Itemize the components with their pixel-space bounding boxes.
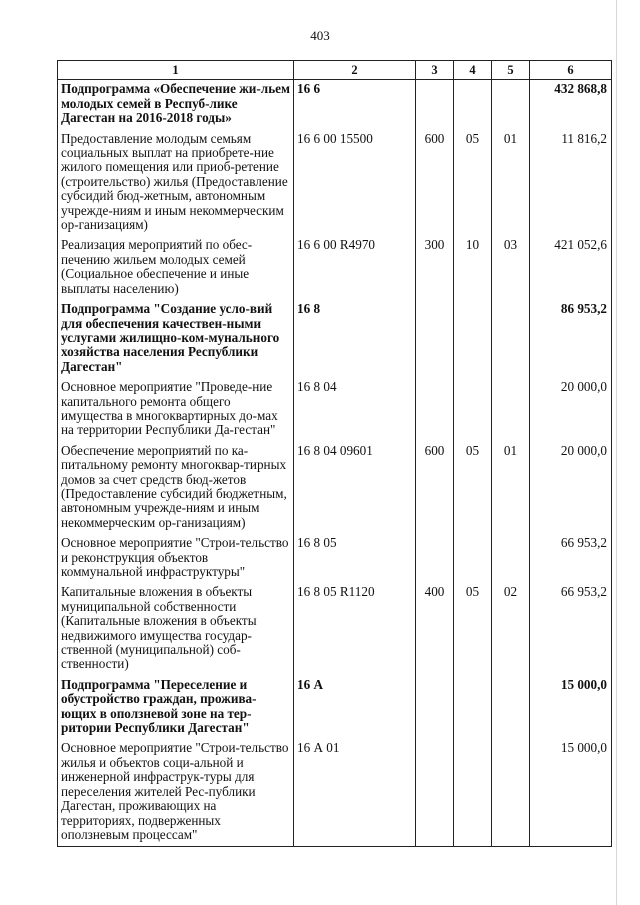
table-row [58, 534, 612, 583]
column-header: 5 [492, 61, 530, 80]
row-col4-cell: 05 [454, 442, 492, 534]
row-col4-cell [454, 300, 492, 378]
column-header: 2 [294, 61, 416, 80]
row-name-cell: Подпрограмма «Обеспечение жи-льем молодых семей в Респуб-лике Дагестан на 2016-2018 годы» [58, 80, 294, 130]
table-row [58, 300, 612, 378]
row-amount-cell: 20 000,0 [530, 378, 612, 442]
row-col5-cell [492, 676, 530, 740]
row-col5-cell: 01 [492, 130, 530, 237]
row-name-cell: Обеспечение мероприятий по ка-питальному ремонту многоквар-тирных домов за счет средств бюд-жетов (Предоставление субсидий бюджетным, автономным учрежде-ниям и иным некоммерческим ор-ганизациям) [58, 442, 294, 534]
row-col5-cell: 02 [492, 583, 530, 675]
row-col5-cell [492, 739, 530, 846]
row-amount-cell: 432 868,8 [530, 80, 612, 130]
table-row [58, 583, 612, 675]
row-col5-cell: 01 [492, 442, 530, 534]
row-col4-cell: 10 [454, 236, 492, 300]
row-col5-cell [492, 300, 530, 378]
row-code-cell: 16 А [294, 676, 416, 740]
row-name-cell: Реализация мероприятий по обес-печению жильем молодых семей (Социальное обеспечение и иные выплаты населению) [58, 236, 294, 300]
row-name-cell: Предоставление молодым семьям социальных выплат на приобрете-ние жилого помещения или приоб-ретение (строительство) жилья (Предоставление субсидий бюд-жетным, автономным учрежде-ниям и иным некоммерческим ор-ганизациям) [58, 130, 294, 237]
row-name-cell: Основное мероприятие "Проведе-ние капитального ремонта общего имущества в многоквартирных до-мах на территории Республики Да-гестан" [58, 378, 294, 442]
row-amount-cell: 86 953,2 [530, 300, 612, 378]
row-col4-cell: 05 [454, 130, 492, 237]
row-name-cell: Капитальные вложения в объекты муниципальной собственности (Капитальные вложения в объекты недвижимого имущества государ-ственной (муниципальной) соб-ственности) [58, 583, 294, 675]
table-row [58, 739, 612, 846]
table-row [58, 378, 612, 442]
row-col3-cell: 600 [416, 130, 454, 237]
row-code-cell: 16 8 [294, 300, 416, 378]
row-col3-cell: 400 [416, 583, 454, 675]
row-amount-cell: 66 953,2 [530, 534, 612, 583]
row-amount-cell: 11 816,2 [530, 130, 612, 237]
column-header: 3 [416, 61, 454, 80]
row-amount-cell: 421 052,6 [530, 236, 612, 300]
row-code-cell: 16 8 04 [294, 378, 416, 442]
row-name-cell: Основное мероприятие "Строи-тельство жилья и объектов соци-альной и инженерной инфраструк-туры для переселения жителей Рес-публики Дагестан, проживающих на территориях, подверженных оползневым процессам" [58, 739, 294, 846]
row-code-cell: 16 6 00 15500 [294, 130, 416, 237]
row-name-cell: Подпрограмма "Создание усло-вий для обеспечения качествен-ными услугами жилищно-ком-мунального хозяйства населения Республики Дагестан" [58, 300, 294, 378]
row-col3-cell [416, 676, 454, 740]
column-header: 6 [530, 61, 612, 80]
page-number: 403 [310, 28, 330, 43]
table-row [58, 236, 612, 300]
row-col3-cell [416, 80, 454, 130]
table-row [58, 80, 612, 130]
row-amount-cell: 15 000,0 [530, 676, 612, 740]
row-col5-cell [492, 378, 530, 442]
row-col3-cell: 600 [416, 442, 454, 534]
row-col4-cell [454, 739, 492, 846]
row-col3-cell [416, 534, 454, 583]
table-row [58, 676, 612, 740]
row-code-cell: 16 8 05 [294, 534, 416, 583]
row-code-cell: 16 8 04 09601 [294, 442, 416, 534]
row-col4-cell [454, 534, 492, 583]
row-col5-cell [492, 534, 530, 583]
row-amount-cell: 66 953,2 [530, 583, 612, 675]
column-header: 1 [58, 61, 294, 80]
row-name-cell: Основное мероприятие "Строи-тельство и реконструкция объектов коммунальной инфраструктуры" [58, 534, 294, 583]
row-col3-cell [416, 378, 454, 442]
page-edge-line [616, 0, 617, 905]
row-col5-cell: 03 [492, 236, 530, 300]
table-row [58, 130, 612, 237]
row-code-cell: 16 6 00 R4970 [294, 236, 416, 300]
row-col4-cell: 05 [454, 583, 492, 675]
row-col4-cell [454, 378, 492, 442]
row-col3-cell [416, 739, 454, 846]
row-code-cell: 16 6 [294, 80, 416, 130]
table-row [58, 442, 612, 534]
row-code-cell: 16 А 01 [294, 739, 416, 846]
budget-table [57, 60, 612, 847]
row-col4-cell [454, 676, 492, 740]
column-header: 4 [454, 61, 492, 80]
row-col3-cell: 300 [416, 236, 454, 300]
row-col5-cell [492, 80, 530, 130]
row-name-cell: Подпрограмма "Переселение и обустройство граждан, прожива-ющих в оползневой зоне на тер-ритории Республики Дагестан" [58, 676, 294, 740]
row-amount-cell: 15 000,0 [530, 739, 612, 846]
row-col4-cell [454, 80, 492, 130]
row-amount-cell: 20 000,0 [530, 442, 612, 534]
table-header-row [58, 61, 612, 80]
row-code-cell: 16 8 05 R1120 [294, 583, 416, 675]
row-col3-cell [416, 300, 454, 378]
